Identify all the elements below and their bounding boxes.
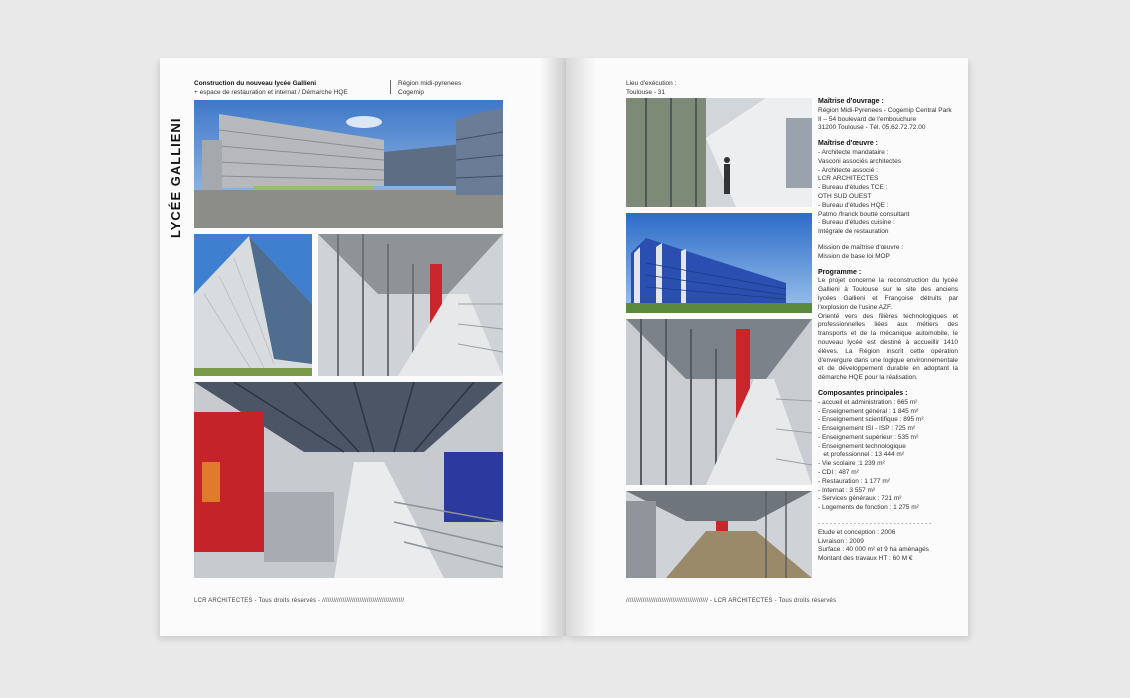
composante-line: - Services généraux : 721 m²	[818, 495, 902, 503]
maitrise-oeuvre-line: LCR ARCHITECTES	[818, 175, 879, 183]
header-divider	[390, 80, 391, 94]
composante-line: - Enseignement supérieur : 535 m²	[818, 433, 919, 441]
maitrise-oeuvre-heading: Maîtrise d'œuvre :	[818, 140, 879, 148]
project-title: Construction du nouveau lycée Gallieni	[194, 80, 317, 87]
maitrise-ouvrage-heading: Maîtrise d'ouvrage :	[818, 98, 884, 105]
maitrise-oeuvre-line: Intégrale de restauration	[818, 228, 889, 236]
gutter-shadow	[540, 58, 566, 636]
location-block	[626, 80, 746, 97]
composante-line: - Enseignement technologique	[818, 442, 906, 450]
brochure-spread	[160, 58, 968, 636]
maitrise-oeuvre-line: - Bureau d'études cuisine :	[818, 219, 895, 227]
photo-gallery-interior	[626, 319, 812, 485]
photo-atrium	[626, 491, 812, 578]
maitrise-oeuvre-line: Vasconi associés architectes	[818, 157, 901, 165]
maitrise-oeuvre-block	[818, 140, 958, 237]
client-label: Cogemip	[398, 88, 425, 96]
project-header	[194, 80, 384, 97]
photo-angular-facade	[194, 234, 312, 376]
maitrise-ouvrage-line: Région Midi-Pyrenees - Cogemip Central Park	[818, 106, 952, 114]
mission-line: Mission de maîtrise d'œuvre :	[818, 243, 904, 251]
maitrise-ouvrage-block	[818, 98, 958, 133]
composante-line: - Restauration : 1 177 m²	[818, 477, 890, 485]
photo-glass-building	[626, 213, 812, 313]
photo-corridor	[626, 98, 812, 207]
composante-line: - Logements de fonction : 1 275 m²	[818, 504, 919, 512]
vertical-title: LYCÉE GALLIENI	[168, 117, 183, 238]
programme-paragraph: Le projet concerne la reconstruction du lycée Gallieni à Toulouse sur le site des anciens lycées Gallieni et Françoise détruits par l'explosion de l'usine AZF.	[818, 277, 958, 311]
programme-block	[818, 269, 958, 383]
maitrise-ouvrage-line: 31200 Toulouse - Tél. 05.62.72.72.00	[818, 124, 926, 132]
right-page	[566, 58, 968, 636]
project-subtitle: + espace de restauration et internat / Démarche HQE	[194, 88, 348, 96]
composante-line: et professionnel : 13 444 m²	[818, 451, 904, 459]
photo-interior-gallery	[318, 234, 503, 376]
maitrise-oeuvre-line: Patmo /franck boutté consultant	[818, 210, 910, 218]
fact-line: Livraison : 2009	[818, 537, 864, 545]
composante-line: - Enseignement ISI - ISP : 725 m²	[818, 425, 916, 433]
right-footer: //////////////////////////////////////////// - LCR ARCHITECTES - Tous droits réservés	[626, 598, 837, 604]
region-label: Région midi-pyrenees	[398, 80, 462, 87]
maitrise-oeuvre-line: - Bureau d'études TCE :	[818, 184, 888, 192]
maitrise-oeuvre-line: - Architecte associé :	[818, 166, 878, 174]
mission-block	[818, 244, 958, 262]
composante-line: - Internat : 3 557 m²	[818, 486, 876, 494]
fact-line: Montant des travaux HT : 60 M €	[818, 555, 913, 563]
maitrise-oeuvre-line: - Bureau d'études HQE :	[818, 201, 889, 209]
left-footer: LCR ARCHITECTES - Tous droits réservés - ////////////////////////////////////////////	[194, 598, 405, 604]
location-value: Toulouse - 31	[626, 88, 666, 96]
dashed-divider: - - - - - - - - - - - - - - - - - - - - - - - - - - - - -	[818, 520, 932, 528]
gutter-shadow	[566, 58, 596, 636]
fact-line: Etude et conception : 2006	[818, 528, 896, 536]
composantes-heading: Composantes principales :	[818, 389, 908, 397]
composante-line: - accueil et administration : 665 m²	[818, 398, 918, 406]
project-info	[818, 98, 958, 571]
composante-line: - CDI : 487 m²	[818, 469, 859, 477]
photo-interior-walkway	[194, 382, 503, 578]
programme-paragraph: Orienté vers des filières technologiques et professionnelles liées aux métiers des transports et de la mécanique automobile, le nouveau lycée est destiné à accueillir 1410 élèves. La Région inscrit cette opération d'envergure dans une logique environnementale et de développement durable en adoptant la démarche HQE pour la réalisation.	[818, 312, 958, 382]
maitrise-oeuvre-line: - Architecte mandataire :	[818, 148, 889, 156]
photo-building-exterior	[194, 100, 503, 228]
composante-line: - Vie scolaire :1 239 m²	[818, 460, 885, 468]
left-page	[160, 58, 566, 636]
programme-heading: Programme :	[818, 268, 862, 276]
mission-line: Mission de base loi MOP	[818, 252, 890, 260]
fact-line: Surface : 40 000 m² et 9 ha aménagés	[818, 546, 929, 554]
maitrise-oeuvre-line: OTH SUD OUEST	[818, 192, 872, 200]
composante-line: - Enseignement scientifique : 895 m²	[818, 416, 924, 424]
composantes-block	[818, 390, 958, 513]
region-block	[398, 80, 518, 97]
location-label: Lieu d'exécution :	[626, 80, 677, 87]
maitrise-ouvrage-line: II – 54 boulevard de l'embouchure	[818, 115, 917, 123]
facts-block	[818, 520, 958, 564]
composante-line: - Enseignement général : 1 845 m²	[818, 407, 919, 415]
